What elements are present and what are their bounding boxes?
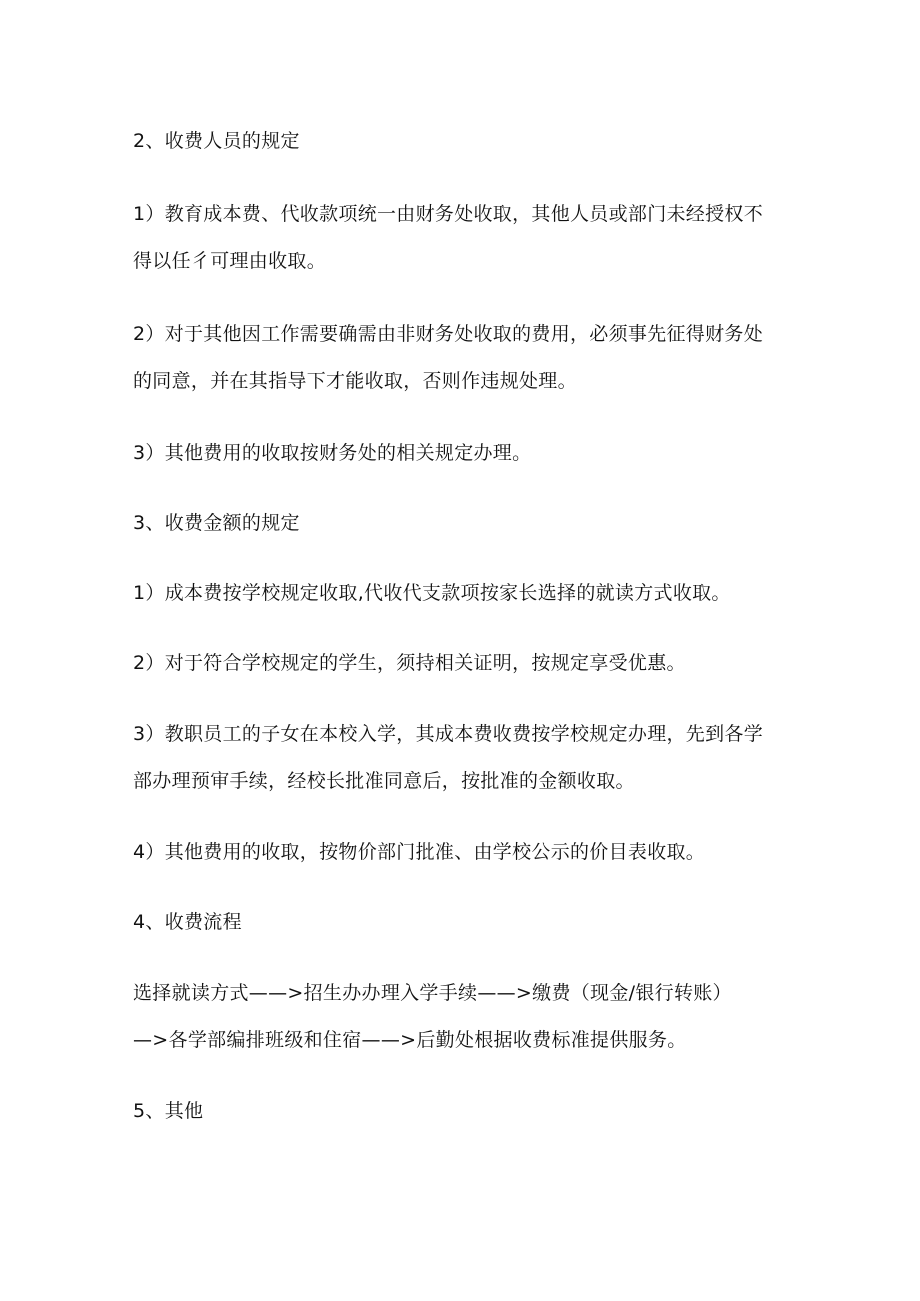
paragraph-line: 的同意，并在其指导下才能收取，否则作违规处理。	[133, 370, 577, 392]
flow-line: 选择就读方式——>招生办办理入学手续——>缴费（现金/银行转账）	[133, 982, 732, 1004]
section-heading-3: 3、收费金额的规定	[133, 512, 300, 534]
paragraph-line: 部办理预审手续，经校长批准同意后，按批准的金额收取。	[133, 770, 635, 792]
flow-line: —>各学部编排班级和住宿——>后勤处根据收费标准提供服务。	[133, 1029, 687, 1051]
section-heading-5: 5、其他	[133, 1100, 204, 1122]
paragraph-line: 3）其他费用的收取按财务处的相关规定办理。	[133, 442, 532, 464]
paragraph-line: 2）对于符合学校规定的学生，须持相关证明，按规定享受优惠。	[133, 652, 686, 674]
paragraph-line: 1）成本费按学校规定收取,代收代支款项按家长选择的就读方式收取。	[133, 582, 731, 604]
section-heading-4: 4、收费流程	[133, 911, 242, 933]
paragraph-line: 4）其他费用的收取，按物价部门批准、由学校公示的价目表收取。	[133, 841, 706, 863]
section-heading-2: 2、收费人员的规定	[133, 130, 300, 152]
paragraph-line: 2）对于其他因工作需要确需由非财务处收取的费用，必须事先征得财务处	[133, 323, 763, 345]
paragraph-line: 1）教育成本费、代收款项统一由财务处收取，其他人员或部门未经授权不	[133, 203, 763, 225]
paragraph-line: 3）教职员工的子女在本校入学，其成本费收费按学校规定办理，先到各学	[133, 723, 763, 745]
paragraph-line: 得以任彳可理由收取。	[133, 250, 327, 272]
